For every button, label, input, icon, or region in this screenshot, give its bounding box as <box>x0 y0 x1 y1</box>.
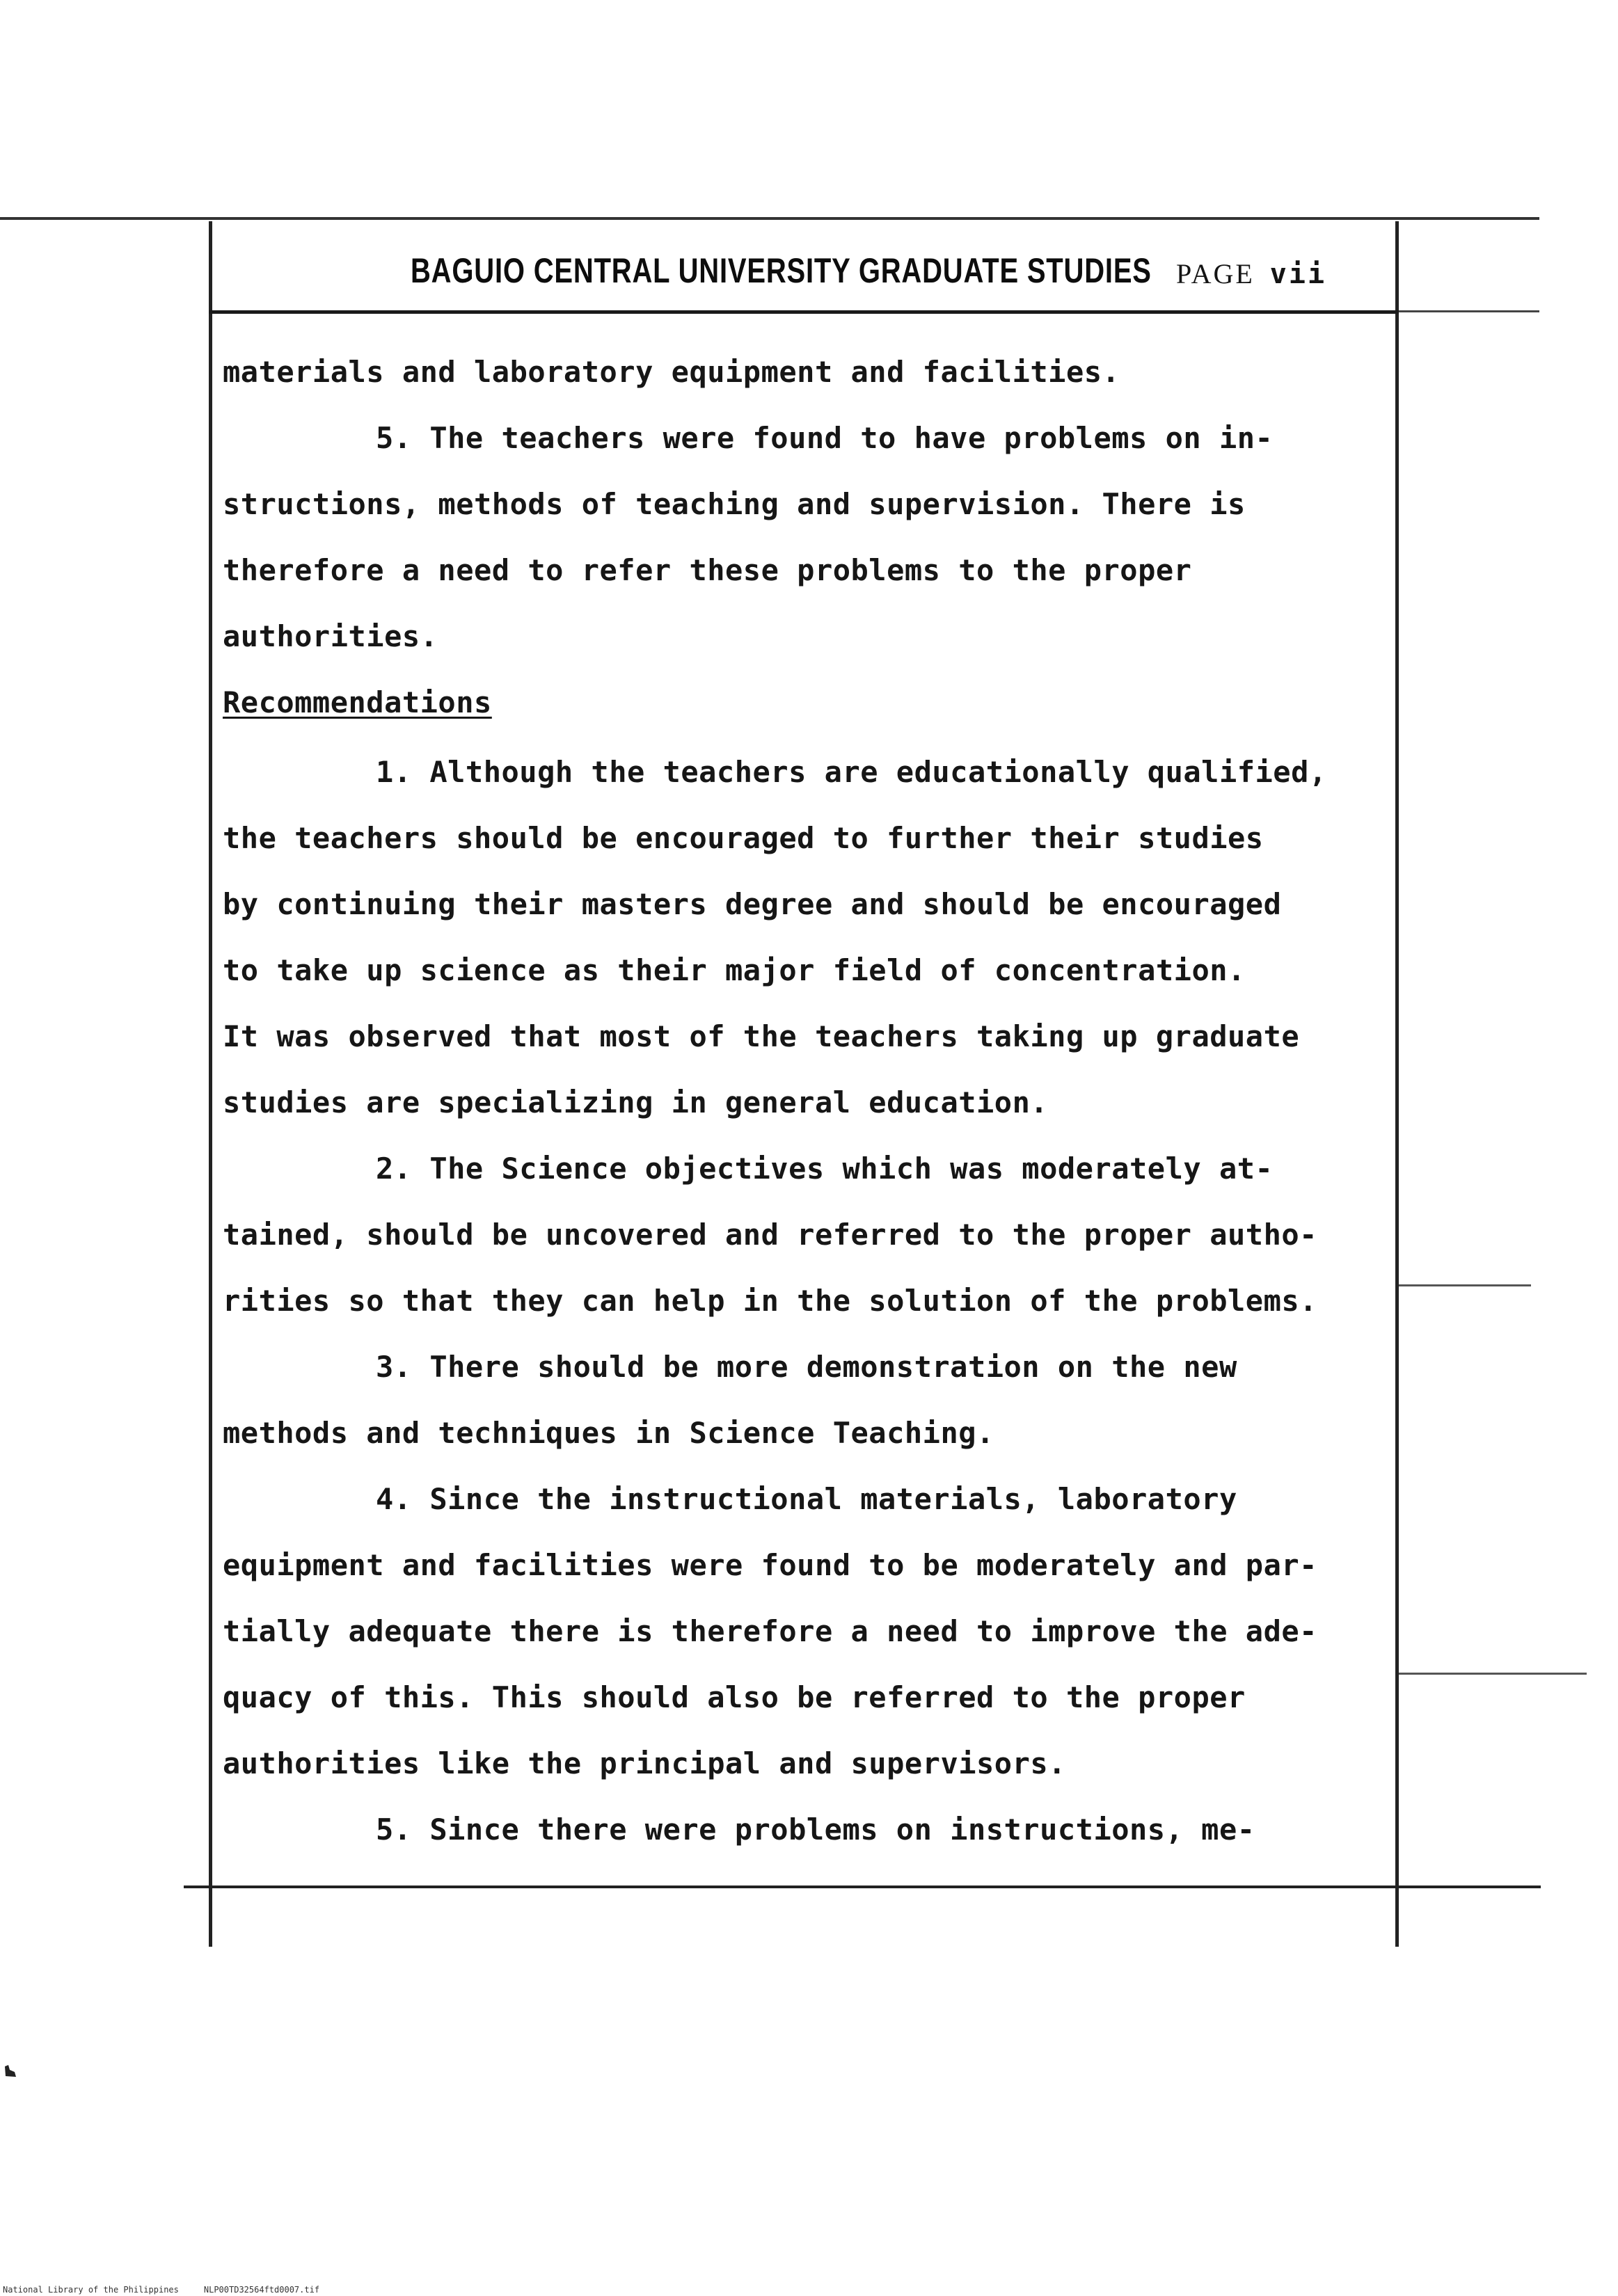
right-margin-mark <box>1399 1284 1531 1286</box>
text-line: It was observed that most of the teachers taking up graduate <box>223 1019 1300 1053</box>
text-line: 5. The teachers were found to have problems on in- <box>376 421 1274 455</box>
text-line: 2. The Science objectives which was moderately at- <box>376 1151 1274 1186</box>
text-line: methods and techniques in Science Teaching. <box>223 1416 994 1450</box>
scan-mark-icon <box>3 2064 18 2079</box>
text-line: 4. Since the instructional materials, laboratory <box>376 1482 1237 1516</box>
text-line: therefore a need to refer these problems to the proper <box>223 553 1192 587</box>
text-line: quacy of this. This should also be referred to the proper <box>223 1680 1246 1714</box>
text-line: rities so that they can help in the solution of the problems. <box>223 1284 1317 1318</box>
text-line: to take up science as their major field of concentration. <box>223 953 1246 987</box>
section-heading: Recommendations <box>223 685 492 719</box>
text-line: authorities. <box>223 619 438 653</box>
library-name: National Library of the Philippines <box>3 2285 179 2295</box>
text-line: equipment and facilities were found to be moderately and par- <box>223 1548 1317 1582</box>
text-line: tially adequate there is therefore a need to improve the ade- <box>223 1614 1317 1648</box>
document-header-title: BAGUIO CENTRAL UNIVERSITY GRADUATE STUDIES <box>411 251 1152 290</box>
text-line: 5. Since there were problems on instructions, me- <box>376 1812 1255 1847</box>
right-margin-mark <box>1399 1673 1587 1675</box>
page-frame-top-rule <box>0 217 1539 220</box>
text-line: structions, methods of teaching and supervision. There is <box>223 487 1246 521</box>
text-line: studies are specializing in general education. <box>223 1085 1049 1119</box>
footer-rule <box>184 1886 1541 1888</box>
header-bottom-rule <box>209 310 1399 314</box>
text-line: tained, should be uncovered and referred to the proper autho- <box>223 1218 1317 1252</box>
archive-footer <box>3 2285 319 2295</box>
page-number-label <box>1176 257 1326 290</box>
page-number: vii <box>1269 258 1327 290</box>
text-line: 1. Although the teachers are educationally qualified, <box>376 755 1327 789</box>
frame-left-rule <box>209 221 212 1947</box>
text-line: authorities like the principal and supervisors. <box>223 1746 1066 1780</box>
text-line: the teachers should be encouraged to further their studies <box>223 821 1264 855</box>
text-line: by continuing their masters degree and should be encouraged <box>223 887 1282 921</box>
frame-right-rule <box>1395 221 1399 1947</box>
page-label: PAGE <box>1176 258 1255 289</box>
file-name: NLP00TD32564ftd0007.tif <box>203 2285 320 2295</box>
text-line: 3. There should be more demonstration on the new <box>376 1350 1237 1384</box>
right-margin-rule-top <box>1399 310 1539 312</box>
text-line: materials and laboratory equipment and facilities. <box>223 355 1120 389</box>
